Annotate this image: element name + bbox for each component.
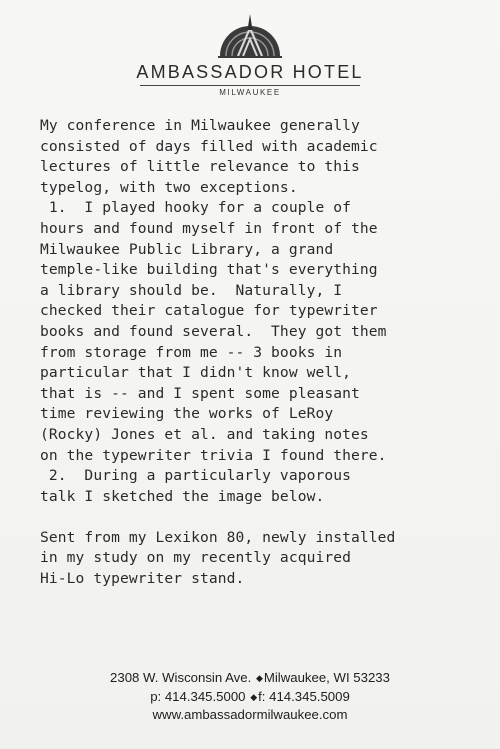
footer-phone-line xyxy=(0,688,500,707)
letterhead-rule xyxy=(140,84,360,98)
body-line: that is -- and I spent some pleasant xyxy=(40,384,360,402)
body-line: My conference in Milwaukee generally xyxy=(40,117,360,134)
hotel-city: MILWAUKEE xyxy=(219,88,281,97)
body-line: temple-like building that's everything xyxy=(40,261,378,279)
diamond-separator-icon: ◆ xyxy=(255,673,263,683)
body-line: Hi-Lo typewriter stand. xyxy=(40,570,245,588)
body-line: Sent from my Lexikon 80, newly installed xyxy=(40,528,396,546)
body-line: Milwaukee Public Library, a grand xyxy=(40,240,334,258)
body-line: 2. During a particularly vaporous xyxy=(40,467,352,485)
body-line: time reviewing the works of LeRoy xyxy=(40,405,334,423)
body-line: in my study on my recently acquired xyxy=(40,549,352,567)
art-deco-fan-logo-icon xyxy=(214,6,286,62)
body-line: a library should be. Naturally, I xyxy=(40,281,343,299)
website-link[interactable]: www.ambassadormilwaukee.com xyxy=(152,707,348,722)
phone-number: p: 414.345.5000 xyxy=(150,688,246,704)
body-line: particular that I didn't know well, xyxy=(40,364,352,382)
typed-letter-body xyxy=(40,116,500,590)
hotel-name: AMBASSADOR HOTEL xyxy=(136,62,364,82)
diamond-separator-icon: ◆ xyxy=(250,691,258,702)
fax-number: f: 414.345.5009 xyxy=(258,688,350,704)
body-line: books and found several. They got them xyxy=(40,322,387,340)
letterhead xyxy=(0,6,500,98)
body-line: (Rocky) Jones et al. and taking notes xyxy=(40,425,369,443)
body-line: hours and found myself in front of the xyxy=(40,219,378,237)
address-street: 2308 W. Wisconsin Ave. xyxy=(110,670,252,685)
body-line: talk I sketched the image below. xyxy=(40,487,325,505)
body-line: checked their catalogue for typewriter xyxy=(40,302,378,320)
body-line: lectures of little relevance to this xyxy=(40,158,360,176)
footer-contact xyxy=(0,669,500,724)
body-line: consisted of days filled with academic xyxy=(40,137,378,155)
body-line xyxy=(40,507,500,528)
body-line: on the typewriter trivia I found there. xyxy=(40,446,387,464)
body-line: from storage from me -- 3 books in xyxy=(40,343,343,361)
footer-address-line xyxy=(0,669,500,688)
divider xyxy=(140,85,360,86)
body-line: typelog, with two exceptions. xyxy=(40,178,298,196)
address-city: Milwaukee, WI 53233 xyxy=(263,670,390,685)
body-line: 1. I played hooky for a couple of xyxy=(40,199,352,217)
